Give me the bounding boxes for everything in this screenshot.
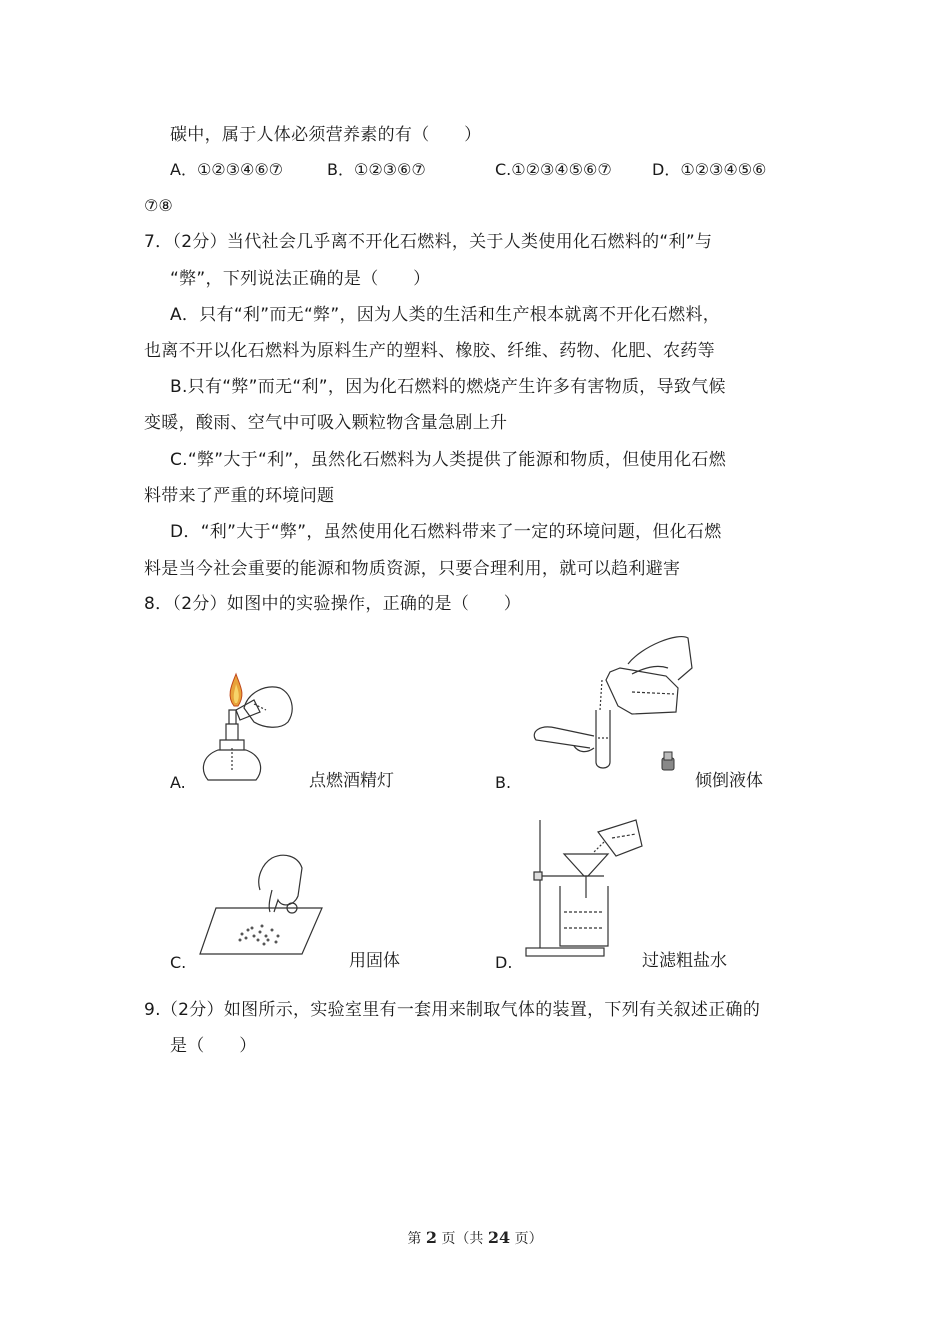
q7-stem-line-2: “弊”，下列说法正确的是（ ） <box>170 269 431 289</box>
footer-suffix: 页） <box>514 1231 543 1247</box>
q7-option-c-line-2: 料带来了严重的环境问题 <box>144 486 335 506</box>
footer-page-number: 2 <box>425 1228 437 1247</box>
pouring-liquid-figure <box>528 628 696 778</box>
q8-option-a-caption: 点燃酒精灯 <box>309 771 394 791</box>
q7-option-d-line-2: 料是当今社会重要的能源和物质资源，只要合理利用，就可以趋利避害 <box>144 559 681 579</box>
page-footer <box>0 1228 950 1248</box>
filtration-figure <box>524 812 652 962</box>
q6-option-d-continued: ⑦⑧ <box>144 196 173 215</box>
q6-option-d: D．①②③④⑤⑥ <box>652 160 767 179</box>
solid-handling-figure <box>198 850 326 958</box>
q8-option-b-caption: 倾倒液体 <box>695 771 763 791</box>
q7-option-b-line-2: 变暖，酸雨、空气中可吸入颗粒物含量急剧上升 <box>144 413 508 433</box>
q7-option-a-line-2: 也离不开以化石燃料为原料生产的塑料、橡胶、纤维、药物、化肥、农药等 <box>144 341 715 361</box>
q7-option-a-line-1: A．只有“利”而无“弊”，因为人类的生活和生产根本就离不开化石燃料， <box>170 305 721 325</box>
q7-option-c-line-1: C.“弊”大于“利”，虽然化石燃料为人类提供了能源和物质，但使用化石燃 <box>170 450 727 470</box>
q8-stem: 8．（2分）如图中的实验操作，正确的是（ ） <box>144 594 522 614</box>
q6-option-b: B．①②③⑥⑦ <box>327 160 426 179</box>
q7-stem-line-1: 7．（2分）当代社会几乎离不开化石燃料，关于人类使用化石燃料的“利”与 <box>144 232 713 252</box>
q6-option-a: A．①②③④⑥⑦ <box>170 160 284 179</box>
q8-option-a-label: A. <box>170 773 186 792</box>
footer-middle: 页（共 <box>441 1231 484 1247</box>
q8-option-c-label: C. <box>170 953 187 972</box>
q9-stem-line-2: 是（ ） <box>170 1036 257 1056</box>
q8-option-c-caption: 用固体 <box>349 951 400 971</box>
q7-option-b-line-1: B.只有“弊”而无“利”，因为化石燃料的燃烧产生许多有害物质，导致气候 <box>170 377 726 397</box>
q6-option-c: C.①②③④⑤⑥⑦ <box>495 160 612 179</box>
footer-prefix: 第 <box>407 1231 422 1247</box>
q8-option-d-label: D. <box>495 953 513 972</box>
footer-total-pages: 24 <box>487 1228 511 1247</box>
q8-option-b-label: B. <box>495 773 512 792</box>
q6-stem-tail: 碳中，属于人体必须营养素的有（ ） <box>170 125 482 145</box>
q9-stem-line-1: 9.（2分）如图所示，实验室里有一套用来制取气体的装置，下列有关叙述正确的 <box>144 1000 761 1020</box>
q8-option-d-caption: 过滤粗盐水 <box>642 951 727 971</box>
q7-option-d-line-1: D．“利”大于“弊”，虽然使用化石燃料带来了一定的环境问题，但化石燃 <box>170 522 722 542</box>
alcohol-lamp-figure <box>196 670 300 782</box>
